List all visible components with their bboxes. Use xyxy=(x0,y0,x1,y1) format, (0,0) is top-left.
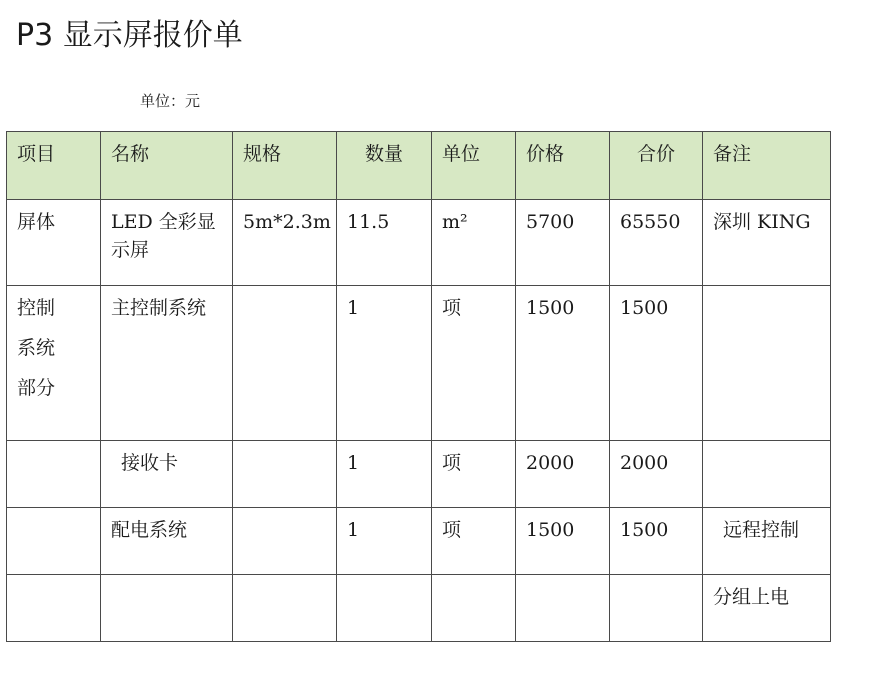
table-row xyxy=(7,575,831,642)
cell-name: 接收卡 xyxy=(101,441,233,508)
cell-name: 配电系统 xyxy=(101,508,233,575)
header-total: 合价 xyxy=(610,132,703,200)
cell-unit: 项 xyxy=(432,441,516,508)
cell-remark xyxy=(703,441,831,508)
cell-name xyxy=(101,575,233,642)
cell-remark xyxy=(703,286,831,441)
cell-item: 屏体 xyxy=(7,200,101,286)
cell-spec xyxy=(233,441,337,508)
unit-note: 单位：元 xyxy=(140,92,201,110)
cell-item-line: 控制 xyxy=(17,297,56,319)
table-row xyxy=(7,441,831,508)
cell-item-line: 部分 xyxy=(17,377,56,399)
cell-name: 主控制系统 xyxy=(101,286,233,441)
table-row xyxy=(7,200,831,286)
cell-qty xyxy=(337,575,432,642)
cell-total xyxy=(610,575,703,642)
cell-unit: 项 xyxy=(432,286,516,441)
cell-spec xyxy=(233,508,337,575)
cell-remark: 分组上电 xyxy=(703,575,831,642)
cell-qty: 1 xyxy=(337,508,432,575)
header-spec: 规格 xyxy=(233,132,337,200)
header-unit: 单位 xyxy=(432,132,516,200)
cell-total: 65550 xyxy=(610,200,703,286)
cell-spec xyxy=(233,575,337,642)
header-name: 名称 xyxy=(101,132,233,200)
cell-item-line: 系统 xyxy=(17,337,56,359)
cell-total: 1500 xyxy=(610,508,703,575)
table-header-row xyxy=(7,132,831,200)
table-row xyxy=(7,286,831,441)
quote-table xyxy=(6,131,831,642)
cell-name: LED 全彩显示屏 xyxy=(101,200,233,286)
table-row xyxy=(7,508,831,575)
cell-unit: m² xyxy=(432,200,516,286)
header-qty: 数量 xyxy=(337,132,432,200)
cell-unit xyxy=(432,575,516,642)
cell-qty: 11.5 xyxy=(337,200,432,286)
header-remark: 备注 xyxy=(703,132,831,200)
cell-remark: 深圳 KING xyxy=(703,200,831,286)
header-price: 价格 xyxy=(516,132,610,200)
cell-total: 2000 xyxy=(610,441,703,508)
cell-qty: 1 xyxy=(337,286,432,441)
cell-spec xyxy=(233,286,337,441)
cell-qty: 1 xyxy=(337,441,432,508)
cell-item xyxy=(7,508,101,575)
cell-price: 1500 xyxy=(516,286,610,441)
cell-item xyxy=(7,441,101,508)
cell-unit: 项 xyxy=(432,508,516,575)
cell-item xyxy=(7,286,101,441)
cell-spec: 5m*2.3m xyxy=(233,200,337,286)
cell-total: 1500 xyxy=(610,286,703,441)
cell-price: 1500 xyxy=(516,508,610,575)
cell-price: 2000 xyxy=(516,441,610,508)
cell-item xyxy=(7,575,101,642)
page-title: P3 显示屏报价单 xyxy=(16,18,243,53)
header-item: 项目 xyxy=(7,132,101,200)
cell-price: 5700 xyxy=(516,200,610,286)
cell-remark: 远程控制 xyxy=(703,508,831,575)
cell-price xyxy=(516,575,610,642)
